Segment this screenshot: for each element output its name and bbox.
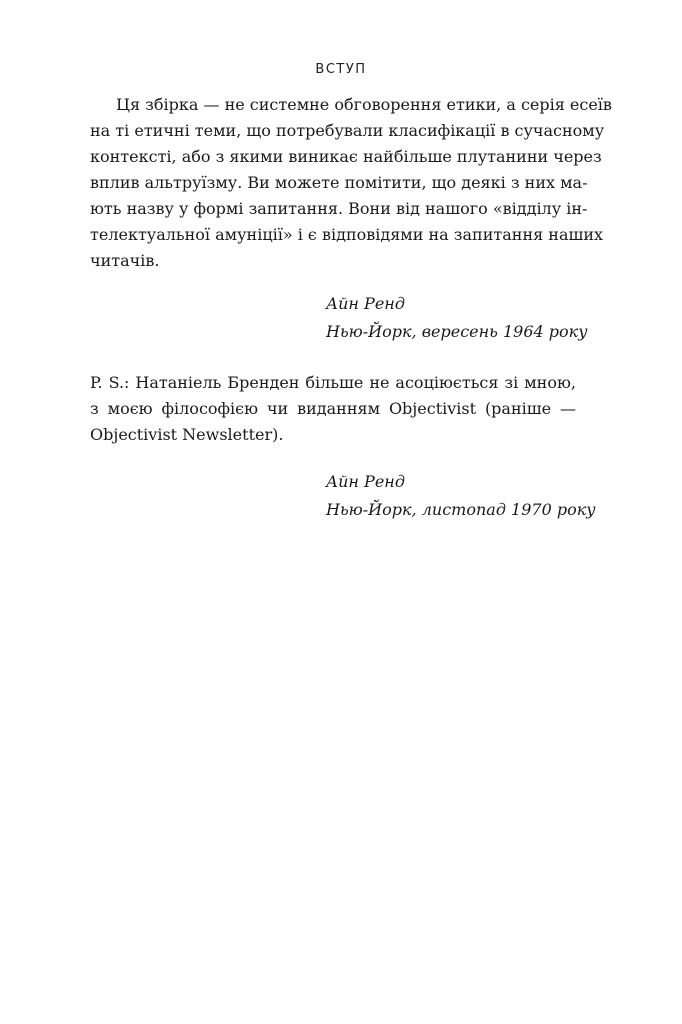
signature-block-1964 [326, 290, 587, 346]
signature-place-date: Нью-Йорк, листопад 1970 року [326, 500, 596, 519]
paragraph-line: P. S.: Натаніель Бренден більше не асоціюється зі мною, [90, 373, 576, 392]
signature-author: Айн Ренд [326, 294, 405, 313]
paragraph-line: Ця збірка — не системне обговорення етики, а серія есеїв [116, 95, 612, 114]
paragraph-line: на ті етичні теми, що потребували класифікації в сучасному [90, 121, 605, 140]
signature-block-1970 [326, 468, 596, 524]
signature-author: Айн Ренд [326, 472, 405, 491]
intro-paragraph [90, 92, 612, 274]
paragraph-line: ють назву у формі запитання. Вони від нашого «відділу ін- [90, 199, 588, 218]
paragraph-line: Objectivist Newsletter). [90, 425, 284, 444]
signature-place-date: Нью-Йорк, вересень 1964 року [326, 322, 588, 341]
paragraph-line: вплив альтруїзму. Ви можете помітити, що деякі з них ма- [90, 173, 588, 192]
postscript-paragraph [90, 370, 576, 448]
paragraph-line: читачів. [90, 251, 160, 270]
running-header: ВСТУП [315, 62, 367, 77]
paragraph-line: телектуальної амуніції» і є відповідями на запитання наших [90, 225, 604, 244]
paragraph-line: з моєю філософією чи виданням Objectivist (раніше — [90, 399, 576, 418]
paragraph-line: контексті, або з якими виникає найбільше плутанини через [90, 147, 602, 166]
